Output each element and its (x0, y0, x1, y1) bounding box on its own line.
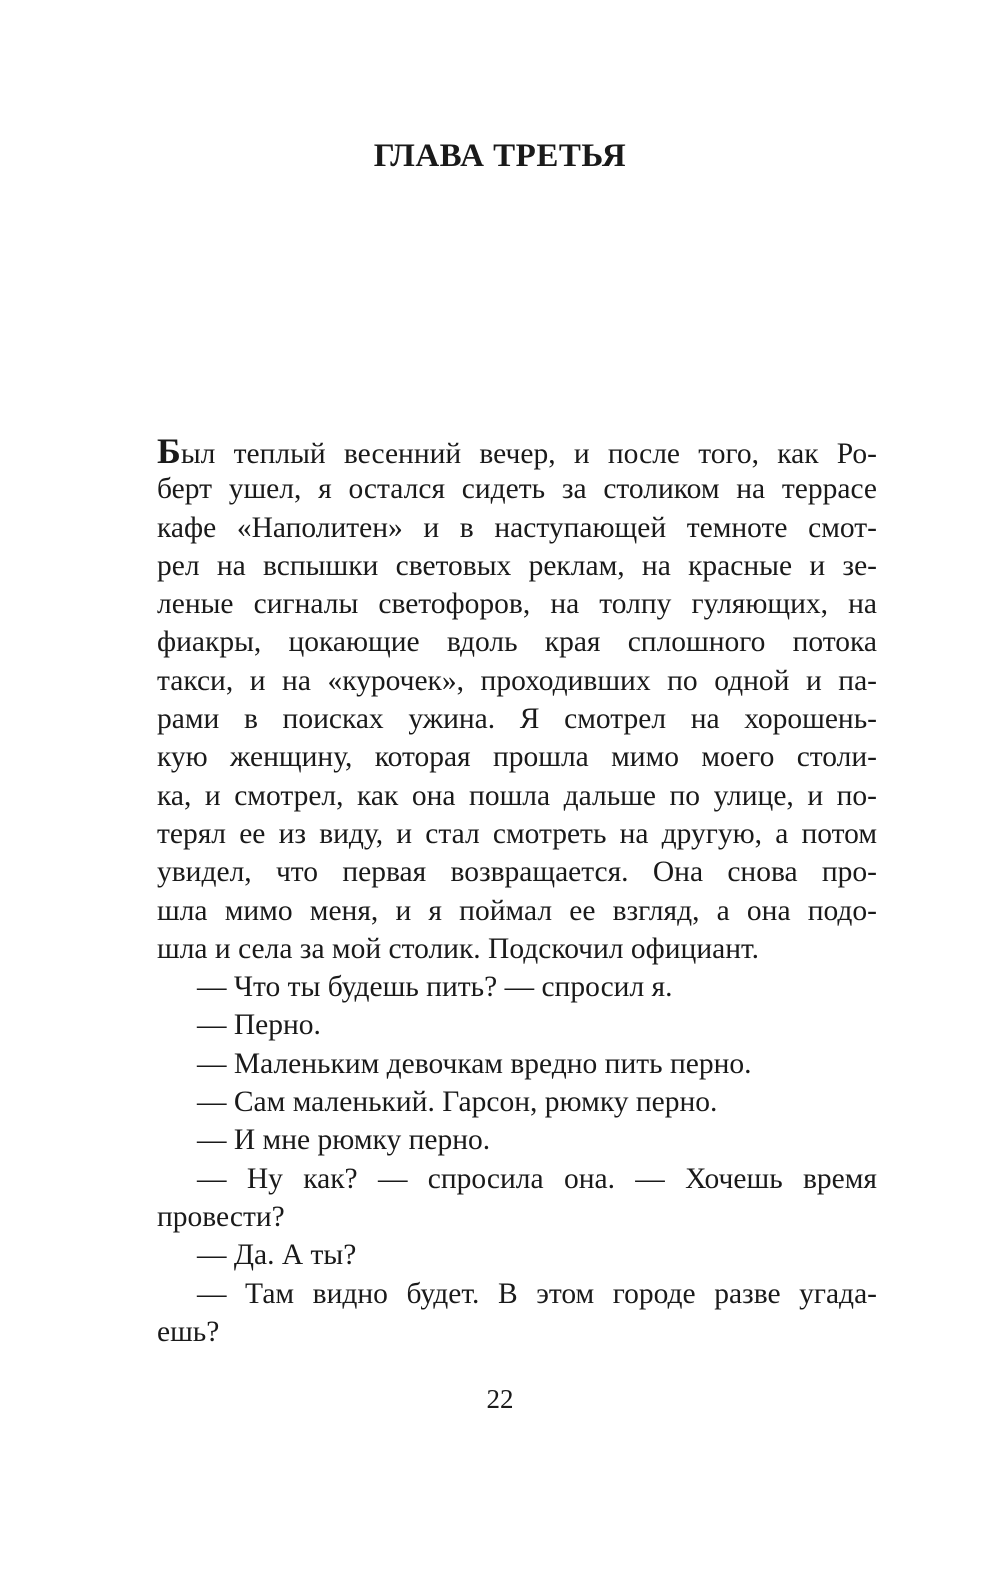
line-text: кафе «Наполитен» и в наступающей темноте смот- (157, 511, 877, 544)
text-line (157, 547, 877, 585)
line-text: — Ну как? — спросила она. — Хочешь время (197, 1162, 877, 1195)
text-line (157, 853, 877, 891)
line-text: леные сигналы светофоров, на толпу гуляющих, на (157, 588, 877, 621)
line-text: — Перно. (197, 1009, 321, 1042)
body-text (157, 432, 877, 1351)
line-text: — Сам маленький. Гарсон, рюмку перно. (197, 1086, 718, 1119)
dialogue-line (157, 1006, 877, 1044)
line-text: кую женщину, которая прошла мимо моего столи- (157, 741, 877, 774)
line-text: — Да. А ты? (197, 1239, 357, 1272)
text-line (157, 623, 877, 661)
text-line (157, 1313, 877, 1351)
line-text: шла мимо меня, и я поймал ее взгляд, а она подо- (157, 894, 877, 927)
dialogue-line (157, 1083, 877, 1121)
line-text: такси, и на «курочек», проходивших по одной и па- (157, 664, 877, 697)
line-text: — Там видно будет. В этом городе разве угада- (197, 1277, 877, 1310)
line-text: провести? (157, 1200, 285, 1233)
text-line (157, 662, 877, 700)
line-text: рел на вспышки световых реклам, на красные и зе- (157, 549, 877, 582)
dialogue-line (157, 1160, 877, 1198)
line-text: — Что ты будешь пить? — спросил я. (197, 971, 673, 1004)
text-line (157, 432, 877, 470)
dialogue-line (157, 1275, 877, 1313)
text-line (157, 509, 877, 547)
dialogue-line (157, 968, 877, 1006)
text-line (157, 1198, 877, 1236)
line-text: — И мне рюмку перно. (197, 1124, 491, 1157)
line-text: фиакры, цокающие вдоль края сплошного потока (157, 626, 877, 659)
line-text: — Маленьким девочкам вредно пить перно. (197, 1047, 752, 1080)
line-text: ыл теплый весенний вечер, и после того, как Ро- (180, 438, 877, 470)
line-text: ка, и смотрел, как она пошла дальше по улице, и по- (157, 779, 877, 812)
text-line (157, 777, 877, 815)
chapter-title: ГЛАВА ТРЕТЬЯ (373, 138, 627, 174)
line-text: ешь? (157, 1315, 220, 1348)
dialogue-line (157, 1045, 877, 1083)
line-text: берт ушел, я остался сидеть за столиком на террасе (157, 473, 877, 506)
dialogue-line (157, 1236, 877, 1274)
text-line (157, 892, 877, 930)
line-text: терял ее из виду, и стал смотреть на другую, а потом (157, 817, 877, 850)
text-line (157, 585, 877, 623)
page-number: 22 (486, 1384, 514, 1414)
line-text: шла и села за мой столик. Подскочил официант. (157, 932, 760, 965)
text-line (157, 470, 877, 508)
text-line (157, 738, 877, 776)
text-line (157, 700, 877, 738)
line-text: увидел, что первая возвращается. Она снова про- (157, 856, 877, 889)
text-line (157, 815, 877, 853)
text-line (157, 930, 877, 968)
dialogue-line (157, 1121, 877, 1159)
line-text: рами в поисках ужина. Я смотрел на хорошень- (157, 703, 877, 736)
drop-cap: Б (157, 431, 181, 471)
